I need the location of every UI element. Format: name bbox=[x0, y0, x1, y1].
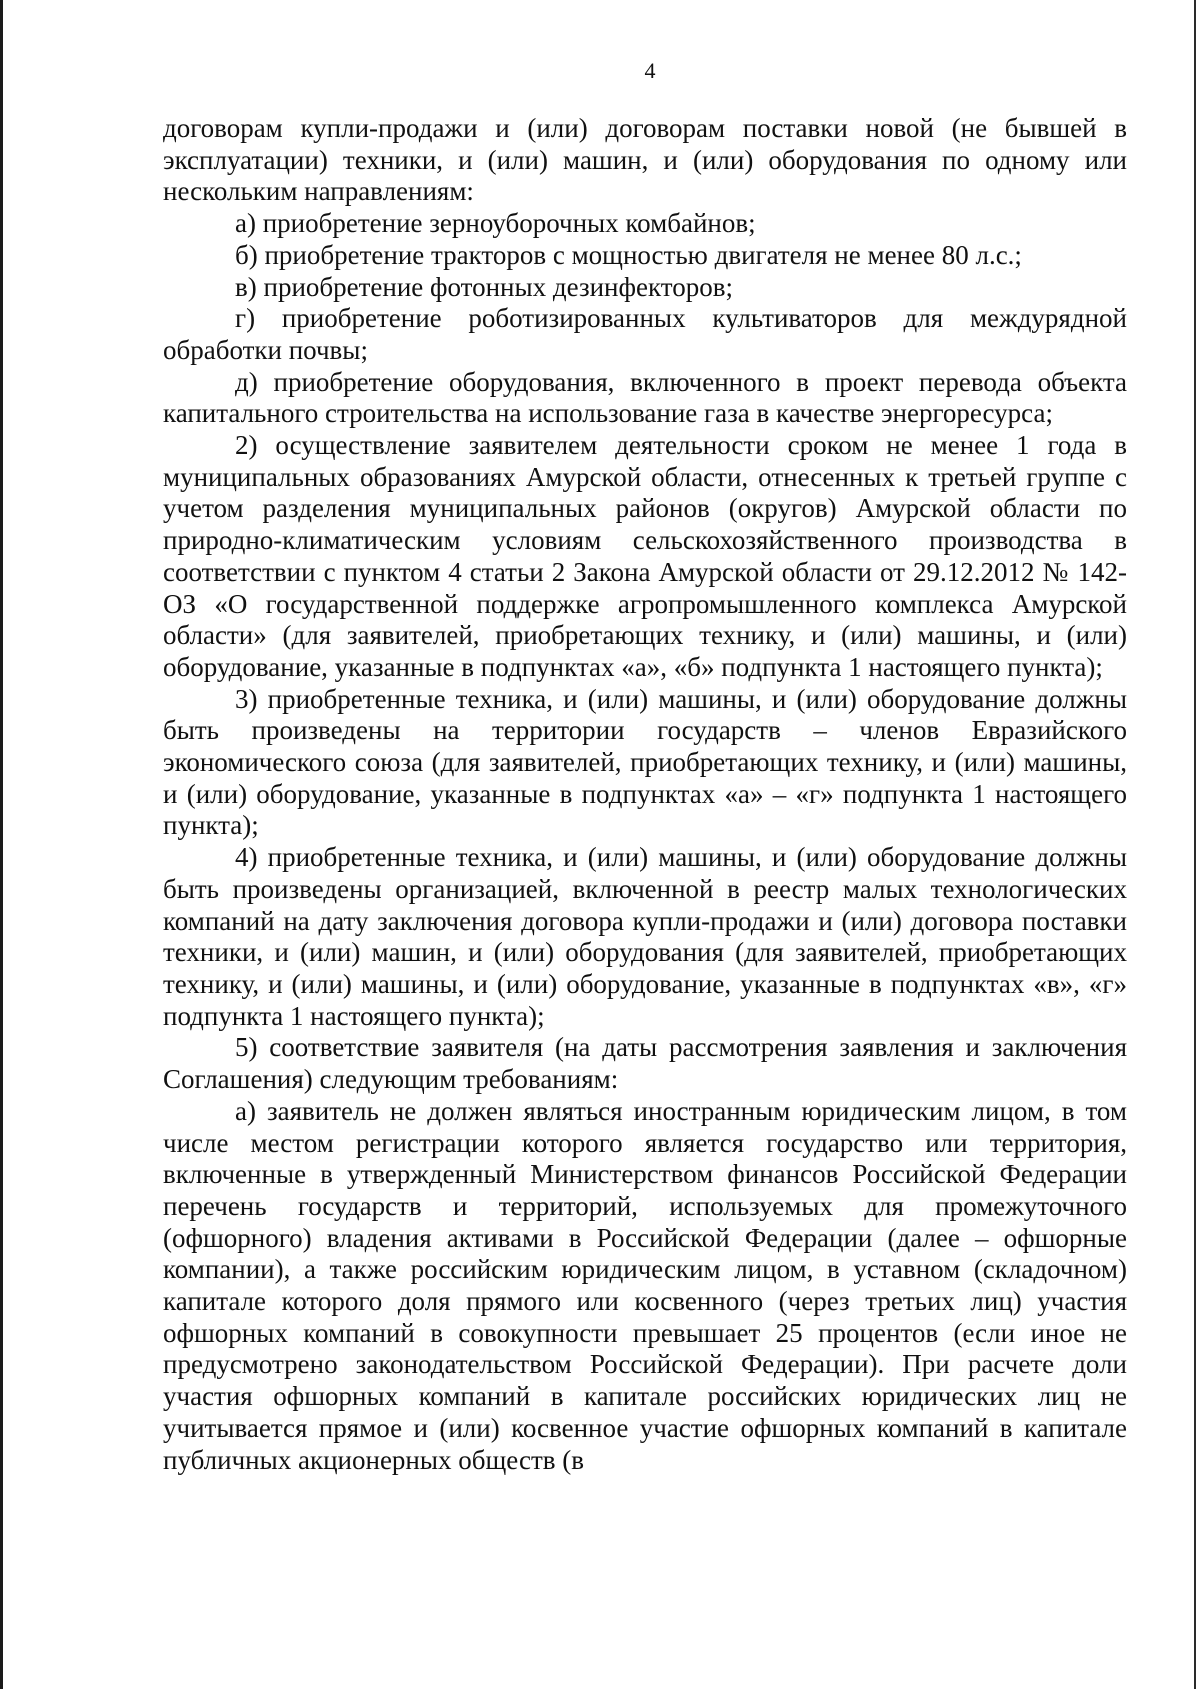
paragraph-continuation: договорам купли-продажи и (или) договорам поставки новой (не бывшей в эксплуатации) техники, и (или) машин, и (или) оборудования по одному или нескольким направлениям: bbox=[163, 113, 1127, 207]
paragraph-point-5-a: а) заявитель не должен являться иностранным юридическим лицом, в том числе местом регистрации которого является государство или территория, включенные в утвержденный Министерством финансов Российской Федерации перечень государств и территорий, используемых для промежуточного (офшорного) владения активами в Российской Федерации (далее – офшорные компании), а также российским юридическим лицом, в уставном (складочном) капитале которого доля прямого или косвенного (через третьих лиц) участия офшорных компаний в совокупности превышает 25 процентов (если иное не предусмотрено законодательством Российской Федерации). При расчете доли участия офшорных компаний в капитале российских юридических лиц не учитывается прямое и (или) косвенное участие офшорных компаний в капитале публичных акционерных обществ (в bbox=[163, 1095, 1127, 1475]
paragraph-item-d: д) приобретение оборудования, включенного в проект перевода объекта капитального строительства на использование газа в качестве энергоресурса; bbox=[163, 366, 1127, 429]
scan-border-left bbox=[0, 0, 3, 1689]
page-number: 4 bbox=[644, 58, 656, 83]
document-body bbox=[163, 113, 1127, 1476]
paragraph-item-a: а) приобретение зерноуборочных комбайнов; bbox=[235, 208, 756, 239]
paragraph-item-v: в) приобретение фотонных дезинфекторов; bbox=[235, 271, 733, 302]
paragraph-item-g: г) приобретение роботизированных культиваторов для междурядной обработки почвы; bbox=[163, 303, 1127, 365]
paragraph-point-2: 2) осуществление заявителем деятельности сроком не менее 1 года в муниципальных образованиях Амурской области, отнесенных к третьей группе с учетом разделения муниципальных районов (округов) Амурской области по природно-климатическим условиям сельскохозяйственного производства в соответствии с пунктом 4 статьи 2 Закона Амурской области от 29.12.2012 № 142-ОЗ «О государственной поддержке агропромышленного комплекса Амурской области» (для заявителей, приобретающих технику, и (или) машины, и (или) оборудование, указанные в подпунктах «а», «б» подпункта 1 настоящего пункта); bbox=[163, 430, 1127, 682]
paragraph-point-5: 5) соответствие заявителя (на даты рассмотрения заявления и заключения Соглашения) следующим требованиям: bbox=[163, 1032, 1127, 1095]
paragraph-point-3: 3) приобретенные техника, и (или) машины, и (или) оборудование должны быть произведены на территории государств – членов Евразийского экономического союза (для заявителей, приобретающих технику, и (или) машины, и (или) оборудование, указанные в подпунктах «а» – «г» подпункта 1 настоящего пункта); bbox=[163, 683, 1127, 841]
scan-border-right bbox=[1194, 0, 1196, 1689]
paragraph-point-4: 4) приобретенные техника, и (или) машины, и (или) оборудование должны быть произведены организацией, включенной в реестр малых технологических компаний на дату заключения договора купли-продажи и (или) договора поставки техники, и (или) машин, и (или) оборудования (для заявителей, приобретающих технику, и (или) машины, и (или) оборудование, указанные в подпунктах «в», «г» подпункта 1 настоящего пункта); bbox=[163, 842, 1127, 1031]
paragraph-item-b: б) приобретение тракторов с мощностью двигателя не менее 80 л.с.; bbox=[235, 239, 1022, 270]
